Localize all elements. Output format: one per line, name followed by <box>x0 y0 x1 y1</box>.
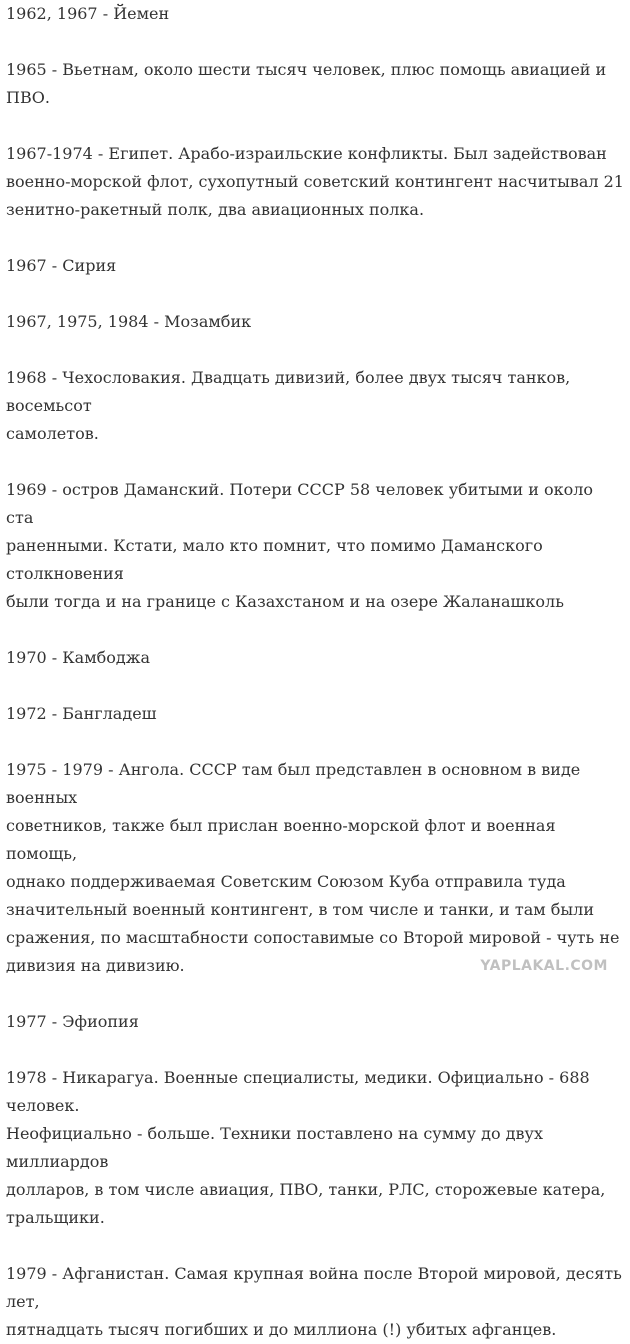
paragraph-line: 1967, 1975, 1984 - Мозамбик <box>6 312 252 331</box>
paragraph-5 <box>6 308 624 336</box>
paragraph-line: сражения, по масштабности сопоставимые со Второй мировой - чуть не <box>6 928 620 947</box>
paragraph-line: 1978 - Никарагуа. Военные специалисты, медики. Официально - 688 человек. <box>6 1068 590 1115</box>
paragraph-13 <box>6 1260 624 1344</box>
paragraph-line: дивизия на дивизию. <box>6 956 185 975</box>
paragraph-line: 1975 - 1979 - Ангола. СССР там был представлен в основном в виде военных <box>6 760 581 807</box>
paragraph-line: 1967-1974 - Египет. Арабо-израильские конфликты. Был задействован <box>6 144 607 163</box>
paragraph-line: тральщики. <box>6 1208 105 1227</box>
paragraph-line: раненными. Кстати, мало кто помнит, что помимо Даманского столкновения <box>6 536 543 583</box>
paragraph-line: долларов, в том числе авиация, ПВО, танки, РЛС, сторожевые катера, <box>6 1180 606 1199</box>
paragraph-10 <box>6 756 624 980</box>
paragraph-line: значительный военный контингент, в том числе и танки, и там были <box>6 900 594 919</box>
paragraph-line: были тогда и на границе с Казахстаном и на озере Жаланашколь <box>6 592 564 611</box>
paragraph-line: советников, также был прислан военно-морской флот и военная помощь, <box>6 816 556 863</box>
paragraph-line: зенитно-ракетный полк, два авиационных полка. <box>6 200 425 219</box>
paragraph-line: 1969 - остров Даманский. Потери СССР 58 человек убитыми и около ста <box>6 480 593 527</box>
site-watermark: YAPLAKAL.COM <box>480 958 608 974</box>
paragraph-1 <box>6 0 624 28</box>
paragraph-7 <box>6 476 624 616</box>
paragraph-line: 1962, 1967 - Йемен <box>6 4 170 23</box>
paragraph-2 <box>6 56 624 112</box>
paragraph-line: 1967 - Сирия <box>6 256 117 275</box>
paragraph-line: 1979 - Афганистан. Самая крупная война после Второй мировой, десять лет, <box>6 1264 622 1311</box>
paragraph-3 <box>6 140 624 224</box>
paragraph-12 <box>6 1064 624 1232</box>
paragraph-line: однако поддерживаемая Советским Союзом Куба отправила туда <box>6 872 566 891</box>
paragraph-8 <box>6 644 624 672</box>
paragraph-line: Неофициально - больше. Техники поставлено на сумму до двух миллиардов <box>6 1124 543 1171</box>
paragraph-line: 1972 - Бангладеш <box>6 704 157 723</box>
paragraph-line: 1970 - Камбоджа <box>6 648 151 667</box>
paragraph-9 <box>6 700 624 728</box>
paragraph-line: самолетов. <box>6 424 99 443</box>
paragraph-line: 1965 - Вьетнам, около шести тысяч человек, плюс помощь авиацией и ПВО. <box>6 60 607 107</box>
paragraph-line: военно-морской флот, сухопутный советский контингент насчитывал 21 <box>6 172 624 191</box>
paragraph-6 <box>6 364 624 448</box>
paragraph-line: 1968 - Чехословакия. Двадцать дивизий, более двух тысяч танков, восемьсот <box>6 368 571 415</box>
paragraph-4 <box>6 252 624 280</box>
paragraph-line: 1977 - Эфиопия <box>6 1012 139 1031</box>
paragraph-11 <box>6 1008 624 1036</box>
paragraph-line: пятнадцать тысяч погибших и до миллиона (!) убитых афганцев. <box>6 1320 557 1339</box>
